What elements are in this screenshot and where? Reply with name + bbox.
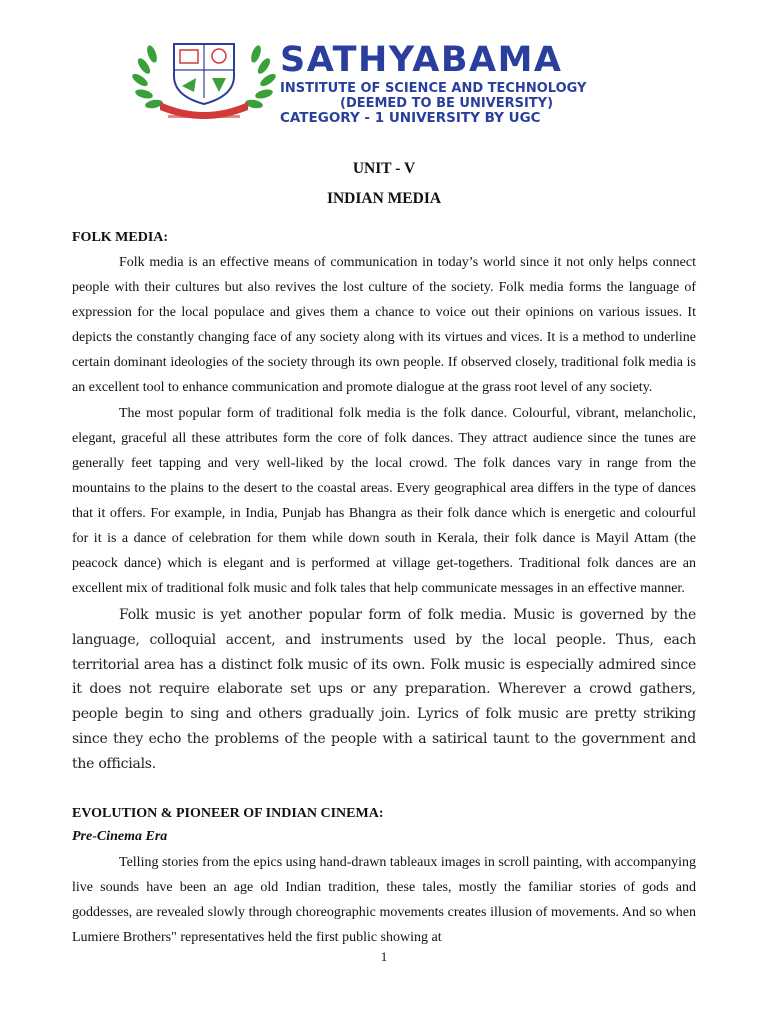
institution-status: (DEEMED TO BE UNIVERSITY) bbox=[340, 96, 554, 111]
paragraph: The most popular form of traditional folk media is the folk dance. Colourful, vibrant, melancholic, elegant, graceful all these attributes form the core of folk dances. They attract audience since the tunes are generally feet tapping and very well-liked by the local crowd. The folk dances vary in range from the mountains to the plains to the desert to the coastal areas. Every geographical area differs in the type of dances that it offers. For example, in India, Punjab has Bhangra as their folk dance which is energetic and colourful for it is a dance of celebration for them while down south in Kerala, their folk dance is Mayil Attam (the peacock dance) which is elegant and is performed at village get-togethers. Traditional folk dances are an excellent mix of traditional folk music and folk tales that help communicate messages in an effective manner. bbox=[72, 405, 696, 597]
university-emblem-icon bbox=[130, 36, 278, 122]
subsection-heading: Pre-Cinema Era bbox=[72, 829, 168, 844]
page-number: 1 bbox=[380, 949, 388, 964]
section-heading: EVOLUTION & PIONEER OF INDIAN CINEMA: bbox=[72, 806, 384, 821]
section-heading: FOLK MEDIA: bbox=[72, 230, 169, 245]
institution-name-block bbox=[280, 42, 650, 126]
institution-name: SATHYABAMA bbox=[280, 40, 563, 80]
paragraph: Folk music is yet another popular form of folk media. Music is governed by the language, colloquial accent, and instruments used by the local people. Thus, each territorial area has a distinct folk music of its own. Folk music is especially admired since it does not require elaborate set ups or any preparation. Wherever a crowd gathers, people begin to sing and others gradually join. Lyrics of folk music are pretty striking since they echo the problems of the people with a satirical taunt to the government and the officials. bbox=[72, 607, 696, 772]
institution-subtitle: INSTITUTE OF SCIENCE AND TECHNOLOGY bbox=[280, 81, 587, 96]
subject-title: INDIAN MEDIA bbox=[326, 190, 442, 207]
institution-header bbox=[130, 36, 650, 126]
paragraph: Folk media is an effective means of communication in today’s world since it not only helps connect people with their cultures but also revives the lost culture of the society. Folk media forms the language of expression for the local populace and gives them a chance to voice out their opinions on various issues. It depicts the constantly changing face of any society along with its virtues and vices. It is a method to underline certain dominant ideologies of the society through its own people. If observed closely, traditional folk media is an excellent tool to enhance communication and promote dialogue at the grass root level of any society. bbox=[72, 255, 696, 396]
institution-category: CATEGORY - 1 UNIVERSITY BY UGC bbox=[280, 110, 541, 126]
indian-cinema-section bbox=[72, 806, 696, 950]
folk-media-section bbox=[72, 230, 696, 776]
unit-title: UNIT - V bbox=[352, 160, 416, 177]
paragraph: Telling stories from the epics using hand-drawn tableaux images in scroll painting, with accompanying live sounds have been an age old Indian tradition, these tales, mostly the familiar stories of gods and goddesses, are revealed slowly through choreographic movements creates illusion of movements. And so when Lumiere Brothers" representatives held the first public showing at bbox=[72, 855, 696, 946]
